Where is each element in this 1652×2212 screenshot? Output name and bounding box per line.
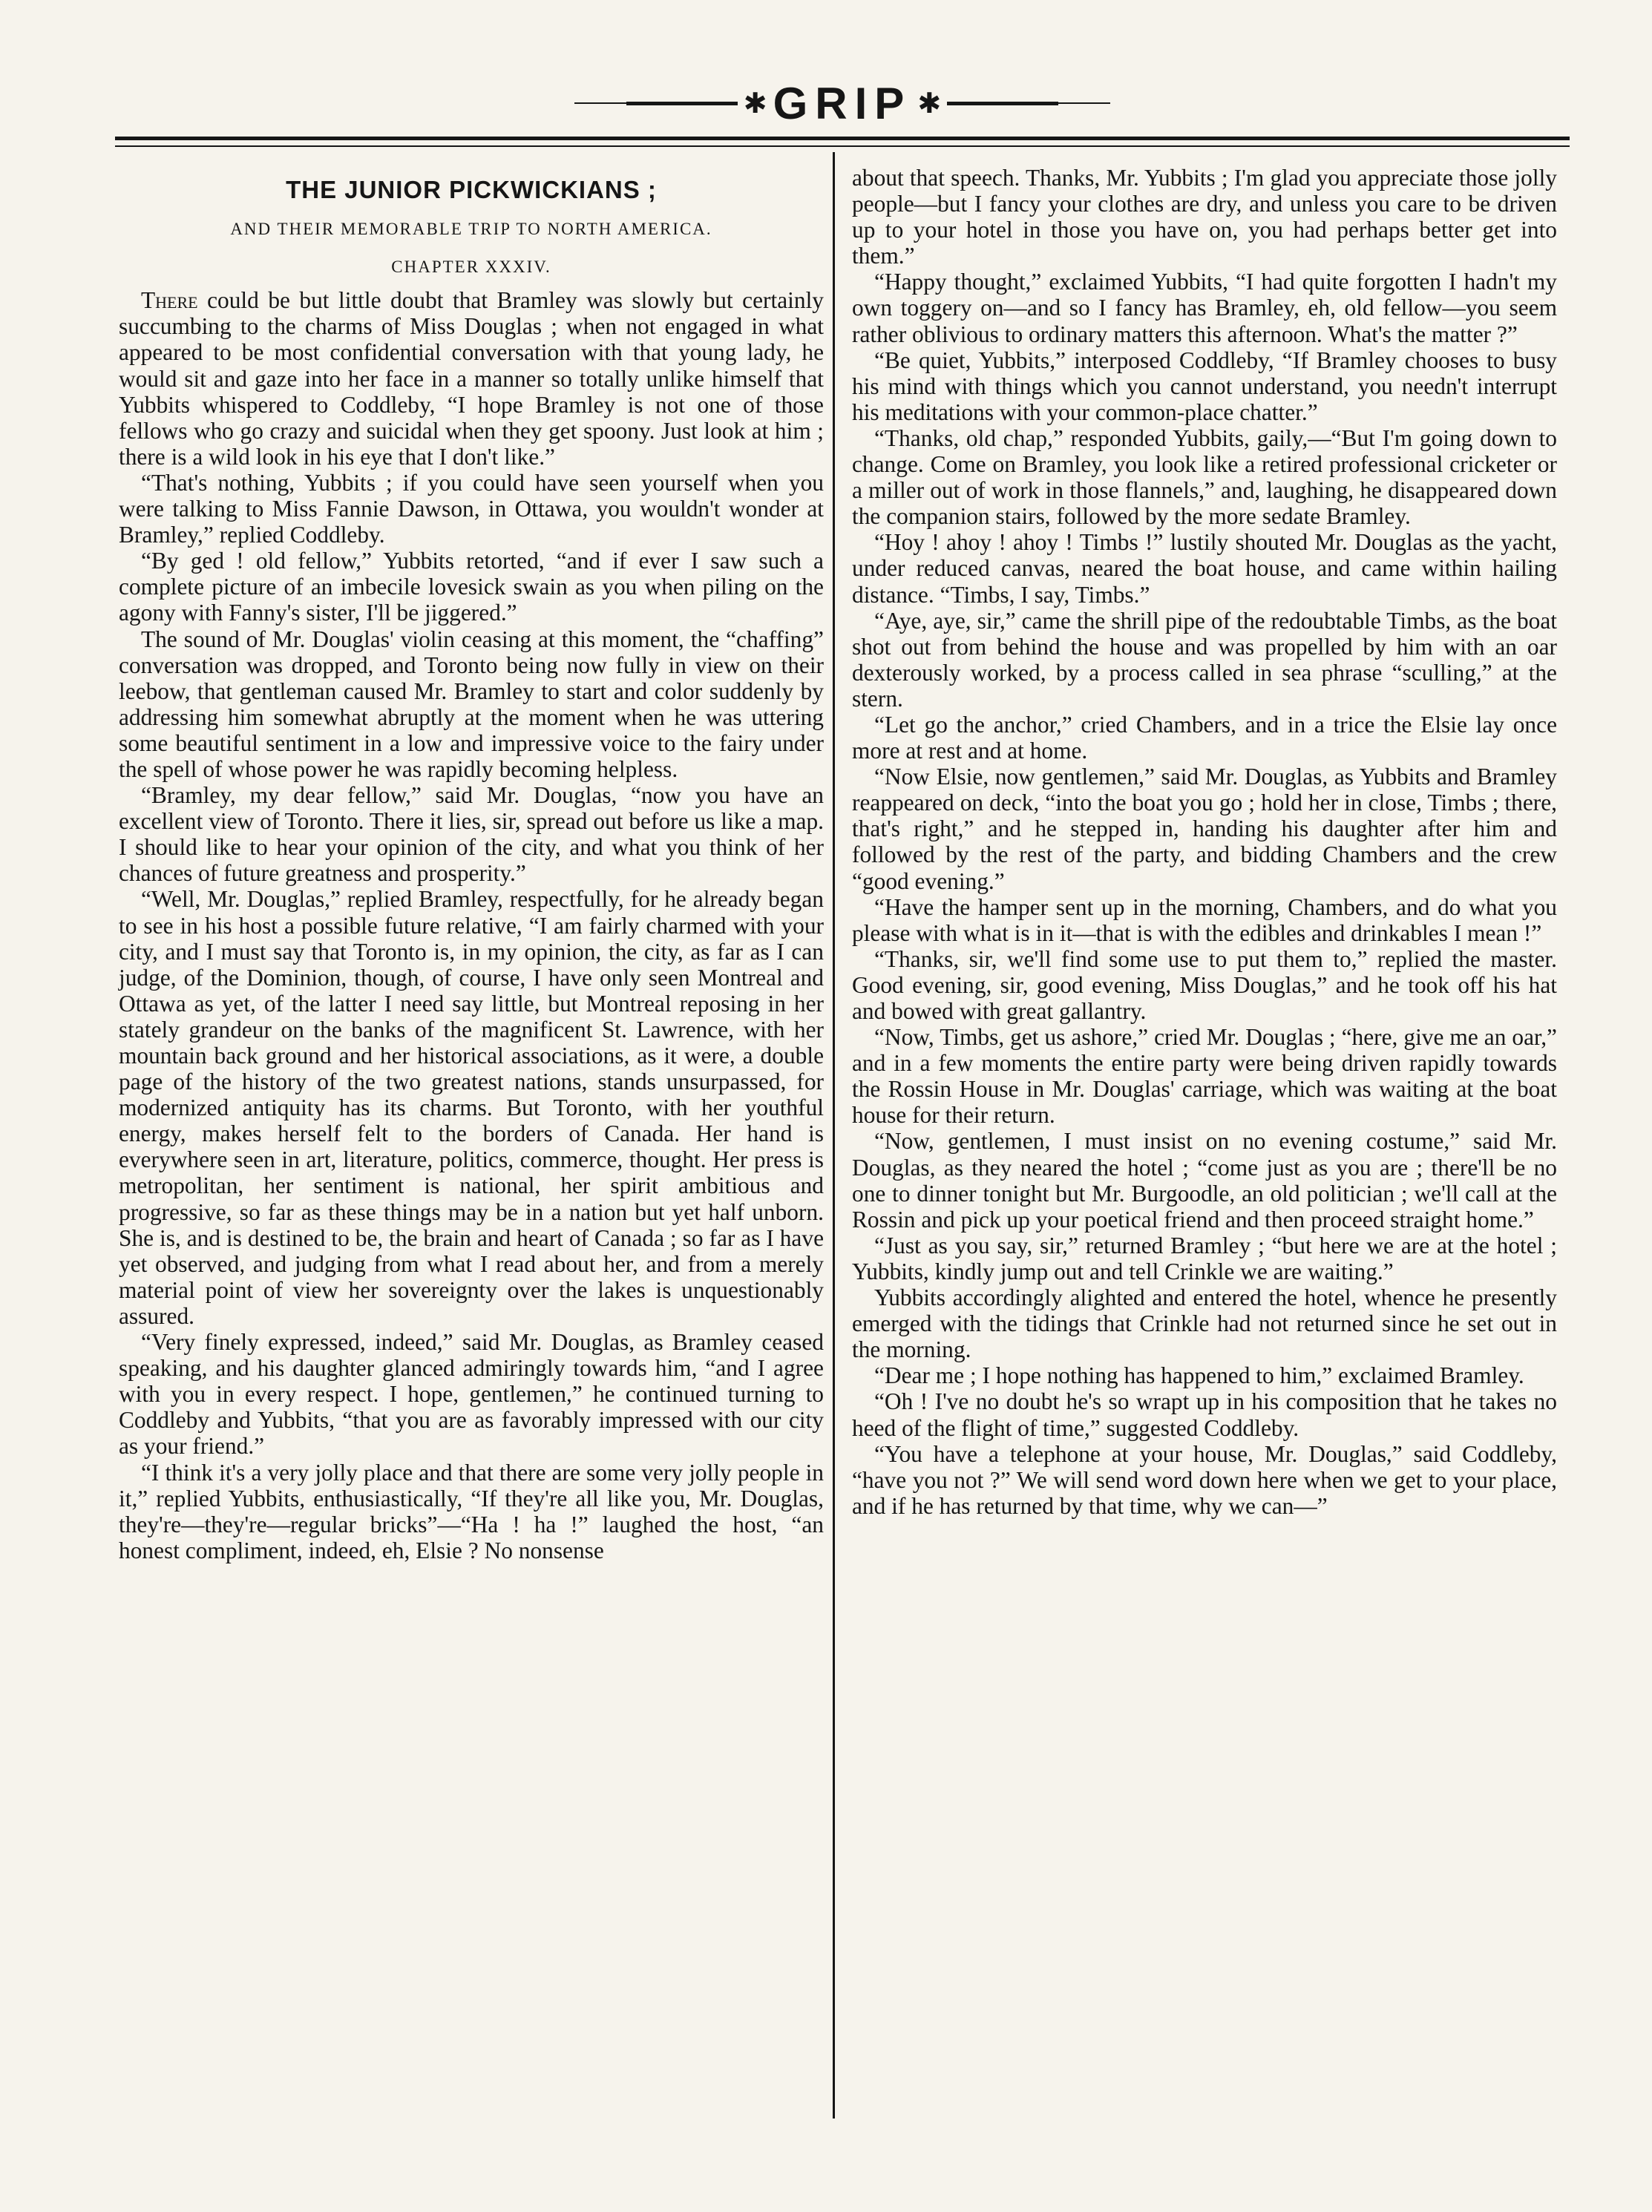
column-divider — [833, 152, 835, 2119]
left-column — [119, 165, 824, 1563]
chapter-heading: CHAPTER XXXIV. — [391, 257, 551, 277]
header-rule-thin — [115, 145, 1570, 147]
paragraph: “Just as you say, sir,” returned Bramley ; “but here we are at the hotel ; Yubbits, kindly jump out and tell Crinkle we are waiting.” — [852, 1232, 1557, 1284]
star-icon: ✱ — [917, 88, 942, 119]
article-subtitle: AND THEIR MEMORABLE TRIP TO NORTH AMERICA. — [230, 220, 712, 239]
paragraph: “Dear me ; I hope nothing has happened to him,” exclaimed Bramley. — [874, 1362, 1524, 1389]
paragraph: “Happy thought,” exclaimed Yubbits, “I had quite forgotten I hadn't my own toggery on—and so I fancy has Bramley, eh, old fellow—you seem rather oblivious to ordinary matters this afternoon. What's the matter ?” — [852, 269, 1557, 347]
article-title: THE JUNIOR PICKWICKIANS ; — [286, 176, 657, 203]
right-column — [852, 165, 1557, 1519]
masthead-rule-left — [626, 102, 738, 105]
paragraph: “Bramley, my dear fellow,” said Mr. Douglas, “now you have an excellent view of Toronto. There it lies, sir, spread out before us like a map. I should like to hear your opinion of the city, and what you think of her chances of future greatness and prosperity.” — [119, 782, 824, 887]
paragraph: “Let go the anchor,” cried Chambers, and in a trice the Elsie lay once more at rest and at home. — [852, 711, 1557, 764]
paragraph: “Thanks, sir, we'll find some use to put them to,” replied the master. Good evening, sir, good evening, Miss Douglas,” and he took off his hat and bowed with great gallantry. — [852, 945, 1557, 1024]
masthead-title: GRIP — [773, 78, 912, 128]
paragraph: “Oh ! I've no doubt he's so wrapt up in his composition that he takes no heed of the flight of time,” suggested Coddleby. — [852, 1388, 1557, 1441]
masthead-rule-left-thin — [574, 102, 626, 104]
paragraph: “Hoy ! ahoy ! ahoy ! Timbs !” lustily shouted Mr. Douglas as the yacht, under reduced canvas, neared the boat house, and came within hailing distance. “Timbs, I say, Timbs.” — [852, 529, 1557, 608]
paragraph: “Well, Mr. Douglas,” replied Bramley, respectfully, for he already began to see in his host a possible future relative, “I am fairly charmed with your city, and I must say that Toronto is, in my opinion, the city, as far as I can judge, of the Dominion, though, of course, I have only seen Montreal and Ottawa as yet, of the latter I need say little, but Montreal reposing in her stately grandeur on the banks of the magnificent St. Lawrence, with her mountain back ground and her historical associations, as it were, a double page of the history of the two greatest nations, stands unsurpassed, for modernized antiquity has its charms. But Toronto, with her youthful energy, makes herself felt to the borders of Canada. Her hand is everywhere seen in art, literature, politics, commerce, thought. Her press is metropolitan, her sentiment is national, her spirit ambitious and progressive, so far as these things may be in a nation but yet half unborn. She is, and is destined to be, the brain and heart of Canada ; so far as I have yet observed, and judging from what I read about her, and from a merely material point of view her sovereignty over the lakes is unquestionably assured. — [119, 886, 824, 1329]
lead-word: There — [141, 287, 198, 314]
paragraph: about that speech. Thanks, Mr. Yubbits ; I'm glad you appreciate those jolly people—but I fancy your clothes are dry, and unless you care to be driven up to your hotel in those you have on, you had perhaps better get into them.” — [852, 165, 1557, 269]
header-rule-thick — [115, 137, 1570, 140]
paragraph: Yubbits accordingly alighted and entered the hotel, whence he presently emerged with the tidings that Crinkle had not returned since he set out in the morning. — [852, 1284, 1557, 1363]
paragraph: “Be quiet, Yubbits,” interposed Coddleby, “If Bramley chooses to busy his mind with things which you cannot understand, you needn't interrupt his meditations with your common-place chatter.” — [852, 347, 1557, 425]
paragraph: “Now, Timbs, get us ashore,” cried Mr. Douglas ; “here, give me an oar,” and in a few moments the entire party were being driven rapidly towards the Rossin House in Mr. Douglas' carriage, which was waiting at the boat house for their return. — [852, 1024, 1557, 1129]
paragraph: “Have the hamper sent up in the morning, Chambers, and do what you please with what is in it—that is with the edibles and drinkables I mean !” — [852, 893, 1557, 946]
paragraph: “That's nothing, Yubbits ; if you could have seen yourself when you were talking to Miss Fannie Dawson, in Ottawa, you wouldn't wonder at Bramley,” replied Coddleby. — [119, 469, 824, 548]
paragraph: “By ged ! old fellow,” Yubbits retorted, “and if ever I saw such a complete picture of an imbecile lovesick swain as you when piling on the agony with Fanny's sister, I'll be jiggered.” — [119, 548, 824, 626]
paragraph: “Now, gentlemen, I must insist on no evening costume,” said Mr. Douglas, as they neared the hotel ; “come just as you are ; there'll be no one to dinner tonight but Mr. Burgoodle, an old politician ; we'll call at the Rossin and pick up your poetical friend and then proceed straight home.” — [852, 1128, 1557, 1233]
paragraph: The sound of Mr. Douglas' violin ceasing at this moment, the “chaffing” conversation was dropped, and Toronto being now fully in view on their leebow, that gentleman caused Mr. Bramley to start and color suddenly by addressing him somewhat abruptly at the moment when he was uttering some beautiful sentiment in a low and impressive voice to the fairy under the spell of whose power he was rapidly becoming helpless. — [119, 626, 824, 782]
paragraph: “Aye, aye, sir,” came the shrill pipe of the redoubtable Timbs, as the boat shot out from behind the house and was propelled by him with an oar dexterously worked, by a process called in sea phrase “sculling,” at the stern. — [852, 607, 1557, 712]
paragraph: “Very finely expressed, indeed,” said Mr. Douglas, as Bramley ceased speaking, and his daughter glanced admiringly towards him, “and I agree with you in every respect. I hope, gentlemen,” he continued turning to Coddleby and Yubbits, “that you are as favorably impressed with our city as your friend.” — [119, 1329, 824, 1460]
masthead-rule-right-thin — [1058, 102, 1110, 104]
masthead-rule-right — [947, 102, 1058, 105]
paragraph: “Now Elsie, now gentlemen,” said Mr. Douglas, as Yubbits and Bramley reappeared on deck, “into the boat you go ; hold her in close, Timbs ; there, that's right,” and he stepped in, handing his daughter after him and followed by the rest of the party, and bidding Chambers and the crew “good evening.” — [852, 764, 1557, 894]
paragraph: “Thanks, old chap,” responded Yubbits, gaily,—“But I'm going down to change. Come on Bramley, you look like a retired professional cricketer or a miller out of work in those flannels,” and, laughing, he disappeared down the companion stairs, followed by the more sedate Bramley. — [852, 424, 1557, 530]
paragraph: “I think it's a very jolly place and that there are some very jolly people in it,” replied Yubbits, enthusiastically, “If they're all like you, Mr. Douglas, they're—they're—regular bricks”—“Ha ! ha !” laughed the host, “an honest compliment, indeed, eh, Elsie ? No nonsense — [119, 1459, 824, 1563]
star-icon: ✱ — [743, 88, 767, 119]
masthead — [115, 77, 1570, 129]
paragraph-text: could be but little doubt that Bramley was slowly but certainly succumbing to the charms of Miss Douglas ; when not engaged in what appeared to be most confidential conversation with that young lady, he would sit and gaze into her face in a manner so totally unlike himself that Yubbits whispered to Coddleby, “I hope Bramley is not one of those fellows who go crazy and suicidal when they get spoony. Just look at him ; there is a wild look in his eye that I don't like.” — [119, 287, 824, 470]
paragraph: “You have a telephone at your house, Mr. Douglas,” said Coddleby, “have you not ?” We will send word down here when we get to your place, and if he has returned by that time, why we can—” — [852, 1440, 1557, 1519]
paragraph — [119, 287, 824, 470]
